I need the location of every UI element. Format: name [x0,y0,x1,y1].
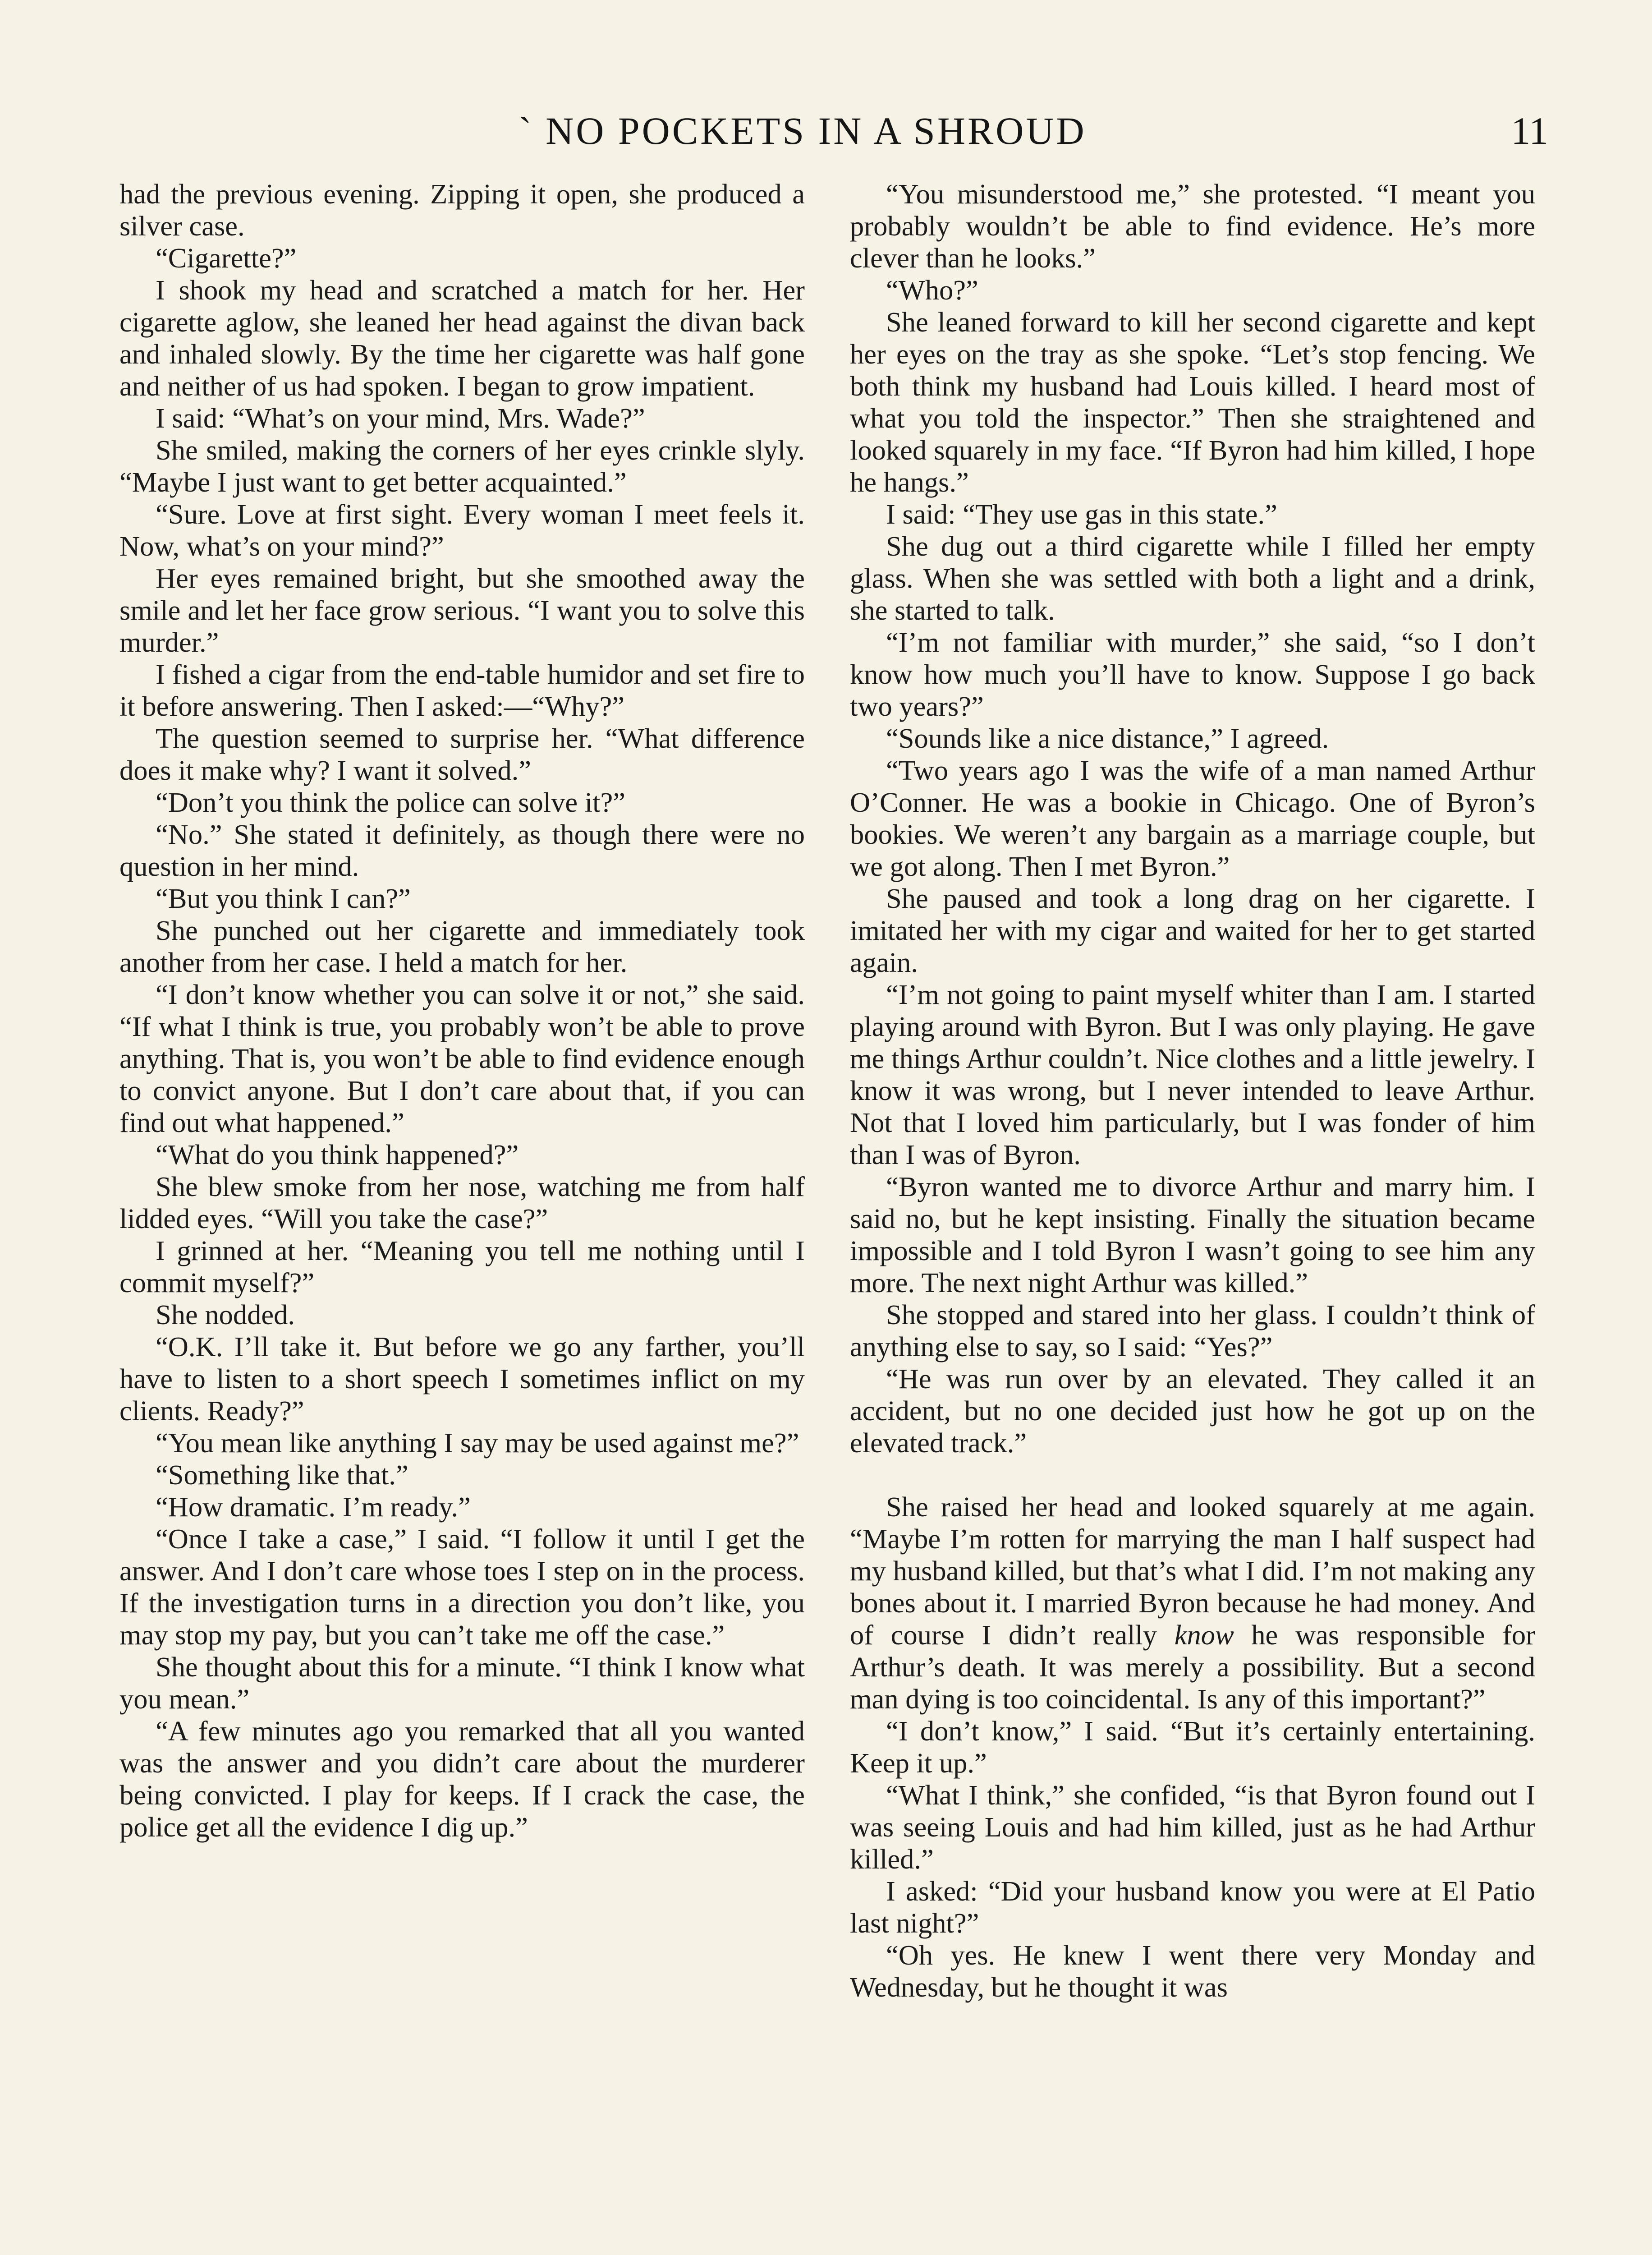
paragraph: “I’m not going to paint myself whiter than I am. I started playing around with Byron. But I was only playing. He gave me things Arthur couldn’t. Nice clothes and a little jewelry. I know it was wrong, but I never intended to leave Arthur. Not that I loved him particularly, but I was fonder of him than I was of Byron. [850,979,1535,1170]
paragraph: had the previous evening. Zipping it open, she produced a silver case. [119,178,805,242]
paragraph: “Cigarette?” [156,242,297,274]
paragraph: She nodded. [156,1299,295,1330]
paragraph: “Sure. Love at first sight. Every woman I meet feels it. Now, what’s on your mind?” [119,498,805,562]
paragraph: I said: “What’s on your mind, Mrs. Wade?” [156,402,645,434]
paragraph: She blew smoke from her nose, watching me from half lidded eyes. “Will you take the case?” [119,1171,805,1234]
paragraph: “Byron wanted me to divorce Arthur and marry him. I said no, but he kept insisting. Finally the situation became impossible and I told Byron I wasn’t going to see him any more. The next night Arthur was killed.” [850,1171,1535,1298]
paragraph: “He was run over by an elevated. They called it an accident, but no one decided just how he got up on the elevated track.” [850,1363,1535,1459]
italic-word: know [1174,1619,1234,1651]
paragraph: “What do you think happened?” [156,1139,519,1170]
paragraph: “Two years ago I was the wife of a man named Arthur O’Conner. He was a bookie in Chicago. One of Byron’s bookies. We weren’t any bargain as a marriage couple, but we got along. Then I met Byron.” [850,755,1535,882]
paragraph: “How dramatic. I’m ready.” [156,1491,471,1523]
paragraph: “O.K. I’ll take it. But before we go any farther, you’ll have to listen to a short speech I sometimes inflict on my clients. Ready?” [119,1331,805,1427]
paragraph: She thought about this for a minute. “I think I know what you mean.” [119,1651,805,1715]
paragraph: “I’m not familiar with murder,” she said, “so I don’t know how much you’ll have to know. Suppose I go back two years?” [850,626,1535,722]
paragraph: She paused and took a long drag on her cigarette. I imitated her with my cigar and waited for her to get started again. [850,883,1535,978]
text-run: he was responsible for Arthur’s death. It was merely a possibility. But a second man dying is too coincidental. Is any of this important?” [850,1619,1535,1715]
page-number: 11 [1511,109,1548,152]
paragraph: “I don’t know,” I said. “But it’s certainly entertaining. Keep it up.” [850,1715,1535,1779]
paragraph: I said: “They use gas in this state.” [886,498,1277,530]
paragraph: She dug out a third cigarette while I filled her empty glass. When she was settled with both a light and a drink, she started to talk. [850,530,1535,626]
paragraph: I grinned at her. “Meaning you tell me nothing until I commit myself?” [119,1235,805,1298]
page-header [0,108,1652,162]
paragraph: “What I think,” she confided, “is that Byron found out I was seeing Louis and had him killed, just as he had Arthur killed.” [850,1779,1535,1875]
paragraph: “Once I take a case,” I said. “I follow it until I get the answer. And I don’t care whose toes I step on in the process. If the investigation turns in a direction you don’t like, you may stop my pay, but you can’t take me off the case.” [119,1523,805,1651]
paragraph: I shook my head and scratched a match for her. Her cigarette aglow, she leaned her head against the divan back and inhaled slowly. By the time her cigarette was half gone and neither of us had spoken. I began to grow impatient. [119,274,805,402]
paragraph: “You misunderstood me,” she protested. “I meant you probably wouldn’t be able to find evidence. He’s more clever than he looks.” [850,178,1535,274]
paragraph: She punched out her cigarette and immediately took another from her case. I held a match for her. [119,915,805,978]
paragraph: “But you think I can?” [156,883,411,914]
paragraph: She stopped and stared into her glass. I couldn’t think of anything else to say, so I said: “Yes?” [850,1299,1535,1362]
paragraph: “I don’t know whether you can solve it or not,” she said. “If what I think is true, you probably won’t be able to prove anything. That is, you won’t be able to find evidence enough to convict anyone. But I don’t care about that, if you can find out what happened.” [119,979,805,1138]
paragraph [850,1491,1535,1715]
paragraph: She smiled, making the corners of her eyes crinkle slyly. “Maybe I just want to get better acquainted.” [119,434,805,498]
left-column [119,178,805,2255]
paragraph: I fished a cigar from the end-table humidor and set fire to it before answering. Then I asked:—“Why?” [119,658,805,722]
right-column [850,178,1535,2255]
paragraph: “A few minutes ago you remarked that all you wanted was the answer and you didn’t care about the murderer being convicted. I play for keeps. If I crack the case, the police get all the evidence I dig up.” [119,1715,805,1843]
paragraph: “Who?” [886,274,978,306]
running-title: ` NO POCKETS IN A SHROUD [519,109,1087,152]
paragraph: “You mean like anything I say may be used against me?” [156,1427,799,1459]
paragraph: “No.” She stated it definitely, as though there were no question in her mind. [119,819,805,882]
text-run: She raised her head and looked squarely at me again. “Maybe I’m rotten for marrying the man I half suspect had my husband killed, but that’s what I did. I’m not making any bones about it. I married Byron because he had money. And of course I didn’t really [850,1491,1535,1651]
paragraph: She leaned forward to kill her second cigarette and kept her eyes on the tray as she spoke. “Let’s stop fencing. We both think my husband had Louis killed. I heard most of what you told the inspector.” Then she straightened and looked squarely in my face. “If Byron had him killed, I hope he hangs.” [850,306,1535,498]
paragraph: “Don’t you think the police can solve it?” [156,787,625,818]
paragraph: Her eyes remained bright, but she smoothed away the smile and let her face grow serious. “I want you to solve this murder.” [119,562,805,658]
paragraph: I asked: “Did your husband know you were at El Patio last night?” [850,1875,1535,1939]
paragraph: “Oh yes. He knew I went there very Monday and Wednesday, but he thought it was [850,1939,1535,2003]
paragraph: “Something like that.” [156,1459,408,1491]
paragraph: The question seemed to surprise her. “What difference does it make why? I want it solved.” [119,723,805,786]
paragraph: “Sounds like a nice distance,” I agreed. [886,723,1329,754]
